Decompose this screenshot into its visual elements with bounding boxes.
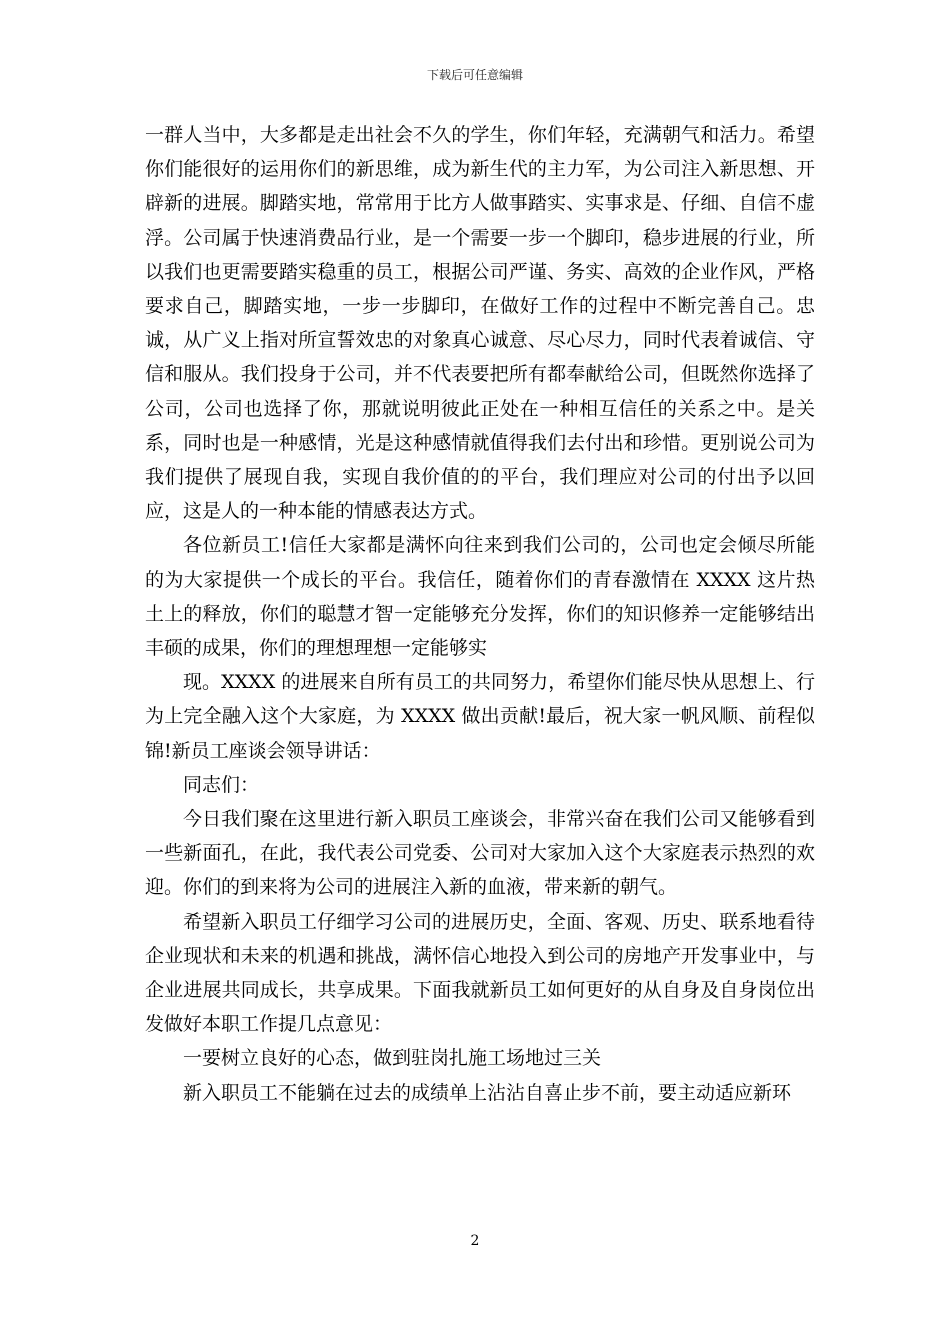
paragraph: 一群人当中，大多都是走出社会不久的学生，你们年轻，充满朝气和活力。希望你们能很好的运用你们的新思维，成为新生代的主力军，为公司注入新思想、开辟新的进展。脚踏实地，常常用于比方人做事踏实、实事求是、仔细、自信不虚浮。公司属于快速消费品行业，是一个需要一步一个脚印，稳步进展的行业，所以我们也更需要踏实稳重的员工，根据公司严谨、务实、高效的企业作风，严格要求自己，脚踏实地，一步一步脚印，在做好工作的过程中不断完善自己。忠诚，从广义上指对所宣誓效忠的对象真心诚意、尽心尽力，同时代表着诚信、守信和服从。我们投身于公司，并不代表要把所有都奉献给公司，但既然你选择了公司，公司也选择了你，那就说明彼此正处在一种相互信任的关系之中。是关系，同时也是一种感情，光是这种感情就值得我们去付出和珍惜。更别说公司为我们提供了展现自我，实现自我价值的的平台，我们理应对公司的付出予以回应，这是人的一种本能的情感表达方式。 — [145, 124, 815, 523]
paragraph: 希望新入职员工仔细学习公司的进展历史，全面、客观、历史、联系地看待企业现状和未来的机遇和挑战，满怀信心地投入到公司的房地产开发事业中，与企业进展共同成长，共享成果。下面我就新员工如何更好的从自身及自身岗位出发做好本职工作提几点意见： — [145, 910, 815, 1036]
paragraph: 今日我们聚在这里进行新入职员工座谈会，非常兴奋在我们公司又能够看到一些新面孔，在此，我代表公司党委、公司对大家加入这个大家庭表示热烈的欢迎。你们的到来将为公司的进展注入新的血液，带来新的朝气。 — [145, 808, 815, 899]
document-body — [145, 118, 815, 1110]
paragraph: 一要树立良好的心态，做到驻岗扎施工场地过三关 — [183, 1047, 602, 1070]
paragraph: 新入职员工不能躺在过去的成绩单上沾沾自喜止步不前，要主动适应新环 — [183, 1081, 792, 1104]
page-number: 2 — [470, 1233, 480, 1249]
page-header: 下载后可任意编辑 — [426, 68, 523, 82]
paragraph: 各位新员工!信任大家都是满怀向往来到我们公司的，公司也定会倾尽所能的为大家提供一个成长的平台。我信任，随着你们的青春激情在 XXXX 这片热土上的释放，你们的聪慧才智一定能够充分发挥，你们的知识修养一定能够结出丰硕的成果，你们的理想理想一定能够实 — [145, 534, 815, 660]
paragraph: 同志们： — [183, 773, 260, 796]
paragraph: 现。XXXX 的进展来自所有员工的共同努力，希望你们能尽快从思想上、行为上完全融入这个大家庭，为 XXXX 做出贡献!最后，祝大家一帆风顺、前程似锦!新员工座谈会领导讲话： — [145, 671, 815, 762]
